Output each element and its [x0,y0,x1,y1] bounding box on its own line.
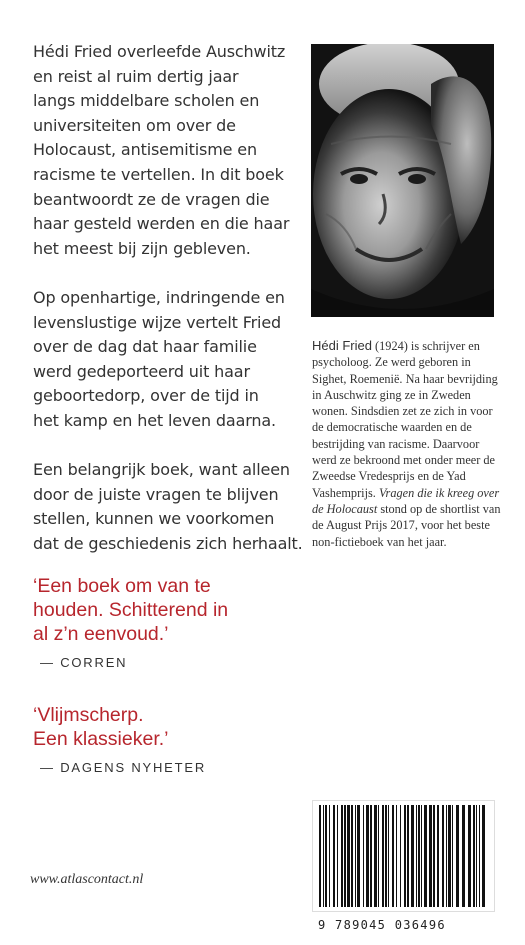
barcode-bar [382,805,384,907]
blurb-line: het kamp en het leven daarna. [33,410,276,430]
barcode-bar [333,805,335,907]
author-bio [312,338,502,550]
barcode-bar [344,805,346,907]
blurb-line: en reist al ruim dertig jaar [33,66,239,86]
barcode-bar [388,805,389,907]
author-name: Hédi Fried [312,338,372,353]
blurb-line: Hédi Fried overleefde Auschwitz [33,42,286,61]
barcode-bar [418,805,420,907]
barcode-bar [319,805,321,907]
barcode-bar [396,805,397,907]
quote-line: ‘Een boek om van te [33,575,211,597]
quote-line: houden. Schitterend in [33,599,229,621]
barcode-bar [400,805,401,907]
barcode-bar [456,805,459,907]
bio-text-after: stond op de shortlist van de August Prijs 2017, voor het beste non-fictieboek van het jaar. [312,501,501,549]
barcode-bar [407,805,409,907]
isbn-barcode [312,800,495,912]
blurb-line: stellen, kunnen we voorkomen [33,509,275,529]
barcode-bar [404,805,406,907]
blurb-line: levenslustige wijze vertelt Fried [33,312,282,332]
barcode-bar [370,805,372,907]
barcode-bar [411,805,414,907]
author-birth-year: (1924) [375,339,408,353]
blurb-line: geboortedorp, over de tijd in [33,386,259,406]
barcode-bar [446,805,447,907]
review-quote-1 [33,574,303,646]
quote-line: al z’n eenvoud.’ [33,623,169,645]
blurb-line: racisme te vertellen. In dit boek [33,164,284,184]
blurb-line: dat de geschiedenis zich herhaalt. [33,533,303,553]
barcode-bar [325,805,327,907]
back-cover-blurb [33,40,303,581]
barcode-bar [424,805,427,907]
barcode-bar [462,805,465,907]
barcode-bar [363,805,364,907]
barcode-bar [421,805,422,907]
blurb-paragraph-2 [33,286,303,434]
barcode-bar [323,805,324,907]
barcode-bar [473,805,475,907]
barcode-bar [392,805,394,907]
barcode-bar [452,805,453,907]
blurb-line: langs middelbare scholen en [33,91,260,111]
author-photo [311,44,494,317]
quote-line: ‘Vlijmscherp. [33,704,144,726]
barcode-bar [355,805,356,907]
barcode-bars [313,801,494,911]
blurb-line: Op openhartige, indringende en [33,287,285,307]
blurb-line: over de dag dat haar familie [33,337,257,357]
barcode-bar [351,805,353,907]
barcode-bar [357,805,360,907]
isbn-number: 9 789045 036496 [318,918,446,932]
review-quote-2 [33,703,303,751]
quote-source-1: — CORREN [40,655,128,670]
blurb-line: haar gesteld werden en die haar [33,214,290,234]
blurb-line: het meest bij zijn gebleven. [33,238,251,258]
blurb-line: beantwoordt ze de vragen die [33,189,270,209]
barcode-bar [476,805,477,907]
barcode-bar [482,805,485,907]
quote-line: Een klassieker.’ [33,728,169,750]
barcode-bar [337,805,338,907]
blurb-line: door de juiste vragen te blijven [33,484,279,504]
bio-text-before: is schrijver en psycholoog. Ze werd geboren in Sighet, Roemenië. Na haar bevrijding in Auschwitz ging ze in Zweden wonen. Sindsdien zet ze zich in voor de democratische waarden en de bestrijding van racisme. Daarvoor werd ze bekroond met onder meer de Zweedse Vredesprijs en de Yad Vashemprijs. [312,339,498,500]
barcode-bar [341,805,343,907]
barcode-bar [437,805,439,907]
blurb-line: Holocaust, antisemitisme en [33,140,257,160]
barcode-bar [429,805,432,907]
barcode-bar [366,805,369,907]
barcode-bar [347,805,350,907]
blurb-line: werd gedeporteerd uit haar [33,361,250,381]
barcode-bar [416,805,417,907]
blurb-line: universiteiten om over de [33,115,236,135]
barcode-bar [374,805,377,907]
barcode-bar [329,805,330,907]
author-portrait-image [311,44,494,317]
barcode-bar [479,805,480,907]
barcode-bar [448,805,451,907]
barcode-bar [433,805,435,907]
quote-source-2: — DAGENS NYHETER [40,760,207,775]
barcode-bar [442,805,444,907]
blurb-line: Een belangrijk boek, want alleen [33,460,290,480]
publisher-website[interactable]: www.atlascontact.nl [30,872,144,887]
bio-book-title: Vragen die ik kreeg over de Holocaust [312,485,500,516]
barcode-bar [385,805,387,907]
blurb-paragraph-1 [33,40,303,261]
blurb-paragraph-3 [33,458,303,556]
barcode-bar [378,805,379,907]
barcode-bar [468,805,471,907]
